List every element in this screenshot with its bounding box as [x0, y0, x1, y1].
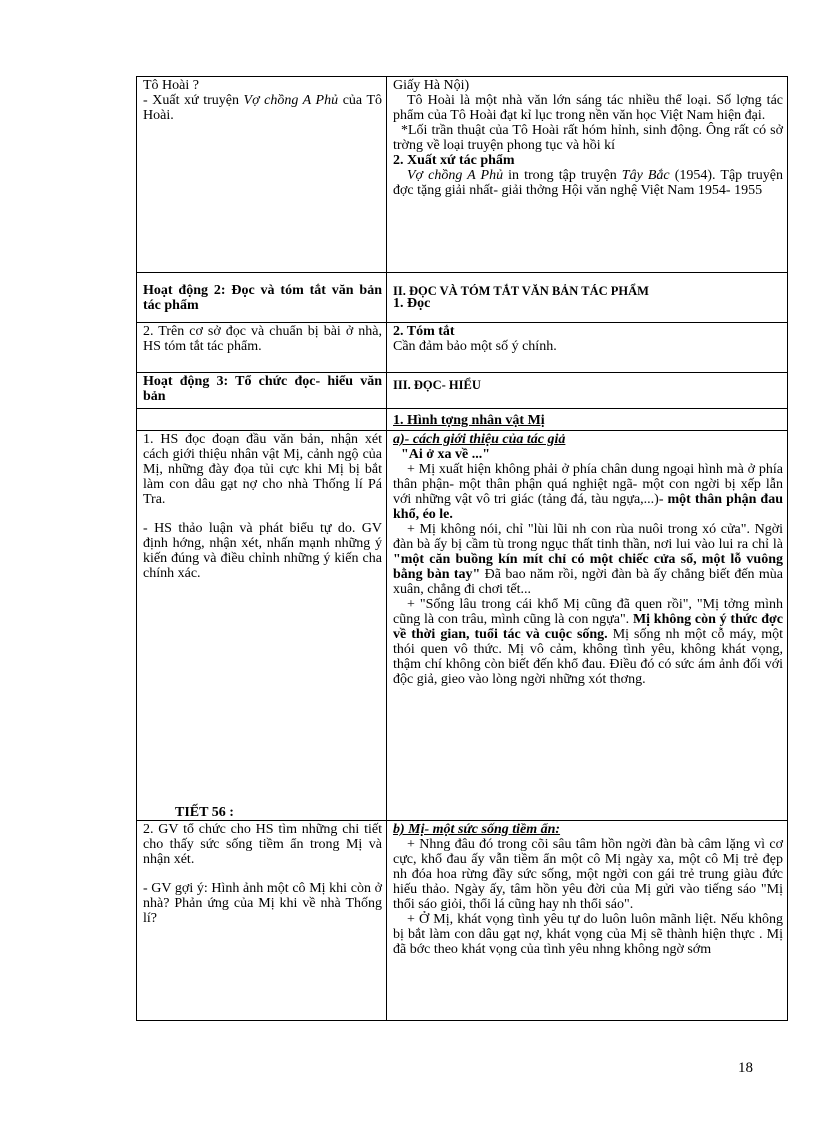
paragraph: 2. Trên cơ sở đọc và chuẩn bị bài ở nhà, HS tóm tắt tác phẩm. — [143, 324, 382, 354]
paragraph: - HS thảo luận và phát biểu tự do. GV định hớng, nhận xét, nhấn mạnh những ý kiến đúng và điều chỉnh những ý kiến cha chính xác. — [143, 521, 382, 581]
content-cell — [387, 821, 788, 1021]
activity-cell — [137, 77, 387, 273]
table-row — [137, 373, 788, 409]
paragraph — [393, 522, 783, 597]
subsection-heading: a)- cách giới thiệu của tác giả — [393, 432, 566, 447]
work-title: Vợ chồng A Phủ — [243, 93, 339, 108]
text-span: + Mị không nói, chỉ "lùi lũi nh con rùa nuôi trong xó cửa". Ngời đàn bà ấy bị cầm tù trong ngục thất tinh thần, nơi lui vào lui ra chỉ là — [393, 522, 783, 552]
text-span: (1954). Tập truyện đợc tặng giải nhất- giải thởng Hội văn nghệ Việt Nam 1954- 1955 — [393, 168, 784, 198]
paragraph: 2. GV tổ chức cho HS tìm những chi tiết cho thấy sức sống tiềm ẩn trong Mị và nhận xét. — [143, 822, 382, 867]
page-number: 18 — [738, 1060, 753, 1076]
paragraph: + Nhng đâu đó trong cõi sâu tâm hồn ngời đàn bà câm lặng vì cơ cực, khổ đau ấy vẫn tiềm ẩn một cô Mị ngày xa, một cô Mị trẻ đẹp nh đóa hoa rừng đầy sức sống, một ngời con gái trẻ trung giàu đức hiếu thảo. Ngày ấy, tâm hồn yêu đời của Mị gửi vào tiếng sáo "Mị thổi sáo giỏi, thổi lá cũng hay nh thổi sáo". — [393, 837, 783, 912]
table-row — [137, 431, 788, 821]
activity-cell — [137, 431, 387, 821]
table-row — [137, 77, 788, 273]
activity-cell — [137, 273, 387, 323]
paragraph — [393, 462, 783, 522]
paragraph: 1. HS đọc đoạn đầu văn bản, nhận xét cách giới thiệu nhân vật Mị, cảnh ngộ của Mị, những đày đọa tủi cực khi Mị bị bắt làm con dâu gạt nợ cho nhà Thống lí Pá Tra. — [143, 432, 382, 507]
subsection-heading: 1. Đọc — [393, 296, 431, 311]
content-cell — [387, 431, 788, 821]
table-row — [137, 409, 788, 431]
emphasis: một thân phận đau khổ, éo le. — [393, 492, 784, 522]
activity-cell — [137, 323, 387, 373]
lesson-period-label: TIẾT 56 : — [175, 805, 234, 820]
paragraph: Giấy Hà Nội) — [393, 78, 470, 93]
subsection-heading: 2. Tóm tắt — [393, 324, 455, 339]
work-title: Tây Bắc — [621, 168, 670, 183]
text-span: - Xuất xứ truyện — [143, 93, 244, 108]
content-cell — [387, 323, 788, 373]
table-row — [137, 821, 788, 1021]
paragraph: Cần đảm bảo một số ý chính. — [393, 339, 557, 354]
text-span: Đã bao năm rồi, ngời đàn bà ấy chẳng biết đến mùa xuân, chẳng đi chơi tết... — [393, 567, 783, 597]
paragraph — [393, 597, 783, 687]
table-row — [137, 323, 788, 373]
section-heading: III. ĐỌC- HIỂU — [393, 378, 481, 392]
text-line: Tô Hoài ? — [143, 78, 199, 93]
paragraph: + Ở Mị, khát vọng tình yêu tự do luôn luôn mãnh liệt. Nếu không bị bắt làm con dâu gạt nợ, khát vọng của Mị sẽ thành hiện thực . Mị đã bớc theo khát vọng của tình yêu nhng không ngờ sớm — [393, 912, 783, 957]
activity-cell — [137, 821, 387, 1021]
lesson-plan-table — [136, 76, 788, 1021]
activity-heading: Hoạt động 3: Tổ chức đọc- hiểu văn bản — [143, 374, 382, 404]
section-heading: 2. Xuất xứ tác phẩm — [393, 153, 515, 168]
work-title: Vợ chồng A Phủ — [407, 168, 504, 183]
section-heading: II. ĐỌC VÀ TÓM TẮT VĂN BẢN TÁC PHẨM — [393, 284, 649, 298]
content-cell — [387, 373, 788, 409]
paragraph — [393, 168, 783, 198]
text-span: Mị sống nh một cỗ máy, một thói quen vô thức. Mị vô cảm, không tình yêu, không khát vọng, thậm chí không còn biết đến khổ đau. Điều đó có sức ám ảnh đối với độc giả, gieo vào lòng ngời những xót thơng. — [393, 627, 783, 687]
paragraph: *Lối trần thuật của Tô Hoài rất hóm hỉnh, sinh động. Ông rất có sở trờng về loại truyện phong tục và hồi kí — [393, 123, 783, 153]
emphasis: "một căn buồng kín mít chỉ có một chiếc cửa sổ, một lỗ vuông bằng bàn tay" — [393, 552, 783, 582]
emphasis: Mị không còn ý thức đợc về thời gian, tuổi tác và cuộc sống. — [393, 612, 783, 642]
text-span: + "Sống lâu trong cái khổ Mị cũng đã quen rồi", "Mị tởng mình cũng là con trâu, mình cũng là con ngựa". — [393, 597, 783, 627]
paragraph: - GV gợi ý: Hình ảnh một cô Mị khi còn ở nhà? Phản ứng của Mị khi về nhà Thống lí? — [143, 881, 382, 926]
content-cell — [387, 409, 788, 431]
subsection-heading: 1. Hình tợng nhân vật Mị — [393, 413, 545, 428]
activity-heading: Hoạt động 2: Đọc và tóm tắt văn bản tác phẩm — [143, 283, 382, 313]
text-line — [143, 93, 382, 123]
content-cell — [387, 77, 788, 273]
quote: "Ai ở xa về ..." — [401, 447, 491, 462]
activity-cell — [137, 409, 387, 431]
subsection-heading: b) Mị- một sức sống tiềm ẩn: — [393, 822, 561, 837]
text-span: của Tô Hoài. — [143, 93, 383, 123]
text-span: + Mị xuất hiện không phải ở phía chân dung ngoại hình mà ở phía thân phận- một thân phận quá nghiệt ngã- một con ngời bị xếp lẫn với những vật vô tri giác (tảng đá, tàu ngựa,...)- — [393, 462, 783, 507]
text-span: in trong tập truyện — [503, 168, 622, 183]
table-row — [137, 273, 788, 323]
content-cell — [387, 273, 788, 323]
activity-cell — [137, 373, 387, 409]
paragraph: Tô Hoài là một nhà văn lớn sáng tác nhiều thể loại. Số lợng tác phẩm của Tô Hoài đạt kỉ lục trong nền văn học Việt Nam hiện đại. — [393, 93, 783, 123]
